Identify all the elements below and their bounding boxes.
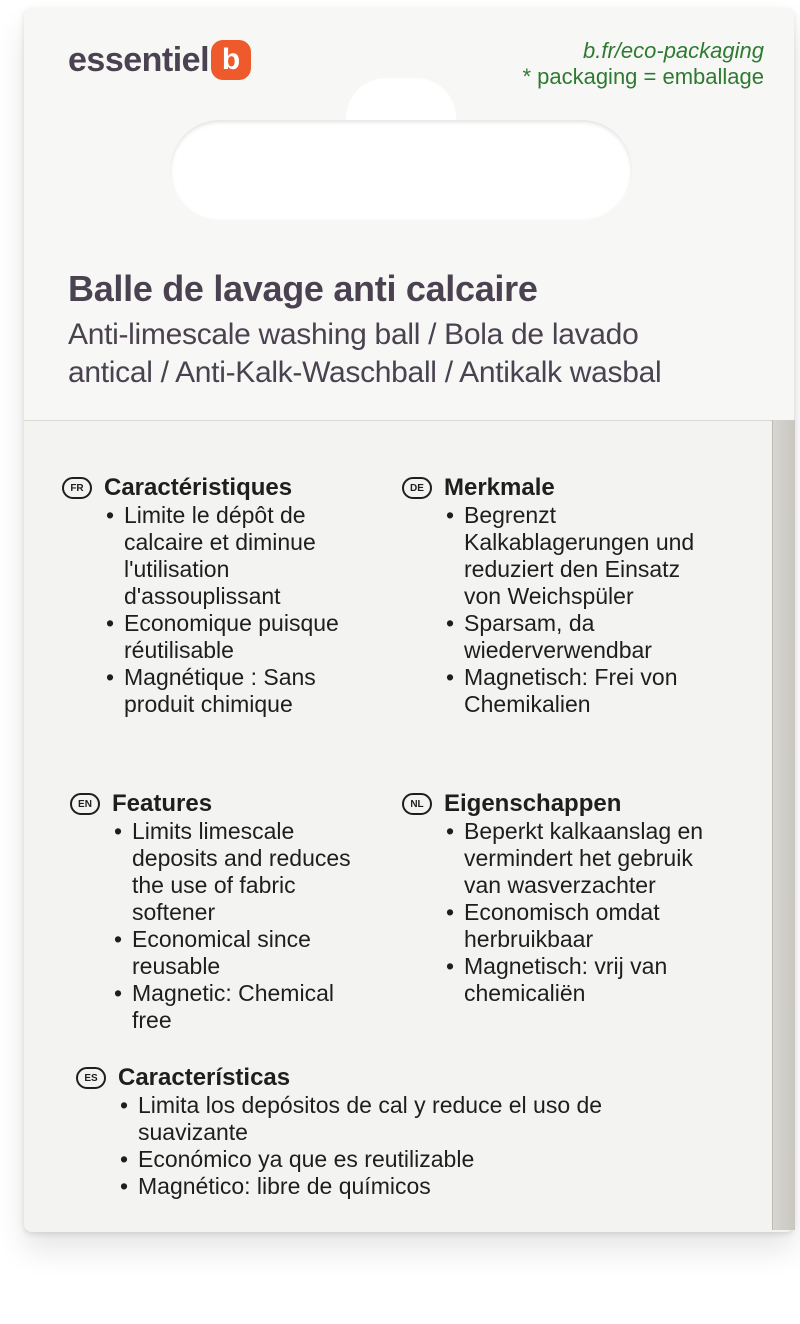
lang-badge-nl: NL [402,793,432,815]
lang-badge-fr: FR [62,477,92,499]
brand-logo [68,40,251,80]
section-title: Caractéristiques [104,474,293,501]
logo-mark: b [211,40,251,80]
lang-badge-es: ES [76,1067,106,1089]
eco-url: b.fr/eco-packaging [583,38,764,63]
feature-item: • Begrenzt Kalkablagerungen und reduziert den Einsatz von Weichspüler [442,502,722,610]
section-de [402,474,762,718]
section-title: Eigenschappen [444,790,622,817]
section-fr [62,474,392,718]
feature-item: • Limits limescale deposits and reduces the use of fabric softener [110,818,360,926]
logo-text: essentiel [68,40,210,79]
feature-item: • Magnétique : Sans produit chimique [102,664,362,718]
feature-item: • Sparsam, da wiederverwendbar [442,610,722,664]
feature-item: • Magnetisch: vrij van chemicaliën [442,953,722,1007]
section-es [76,1064,696,1200]
feature-item: • Limita los depósitos de cal y reduce el uso de suavizante [116,1092,616,1146]
hang-hole [170,120,632,220]
feature-item: • Magnético: libre de químicos [116,1173,616,1200]
section-title: Merkmale [444,474,555,501]
section-nl [402,790,762,1007]
feature-item: • Economisch omdat herbruikbaar [442,899,722,953]
eco-packaging-note [522,38,764,90]
feature-item: • Beperkt kalkaanslag en vermindert het gebruik van wasverzachter [442,818,722,899]
feature-item: • Magnetic: Chemical free [110,980,360,1034]
subtitle-line: antical / Anti-Kalk-Waschball / Antikalk wasbal [68,356,662,389]
feature-item: • Economique puisque réutilisable [102,610,362,664]
product-subtitle [68,316,768,392]
section-title: Features [112,790,213,817]
feature-item: • Economical since reusable [110,926,360,980]
feature-item: • Limite le dépôt de calcaire et diminue l'utilisation d'assouplissant [102,502,362,610]
section-en [70,790,390,1034]
eco-footnote: * packaging = emballage [522,64,764,89]
feature-item: • Magnetisch: Frei von Chemikalien [442,664,722,718]
box-side-edge [772,420,795,1230]
feature-item: • Económico ya que es reutilizable [116,1146,616,1173]
product-title: Balle de lavage anti calcaire [68,268,538,309]
lang-badge-de: DE [402,477,432,499]
lang-badge-en: EN [70,793,100,815]
section-title: Características [118,1064,291,1091]
subtitle-line: Anti-limescale washing ball / Bola de lavado [68,318,639,351]
